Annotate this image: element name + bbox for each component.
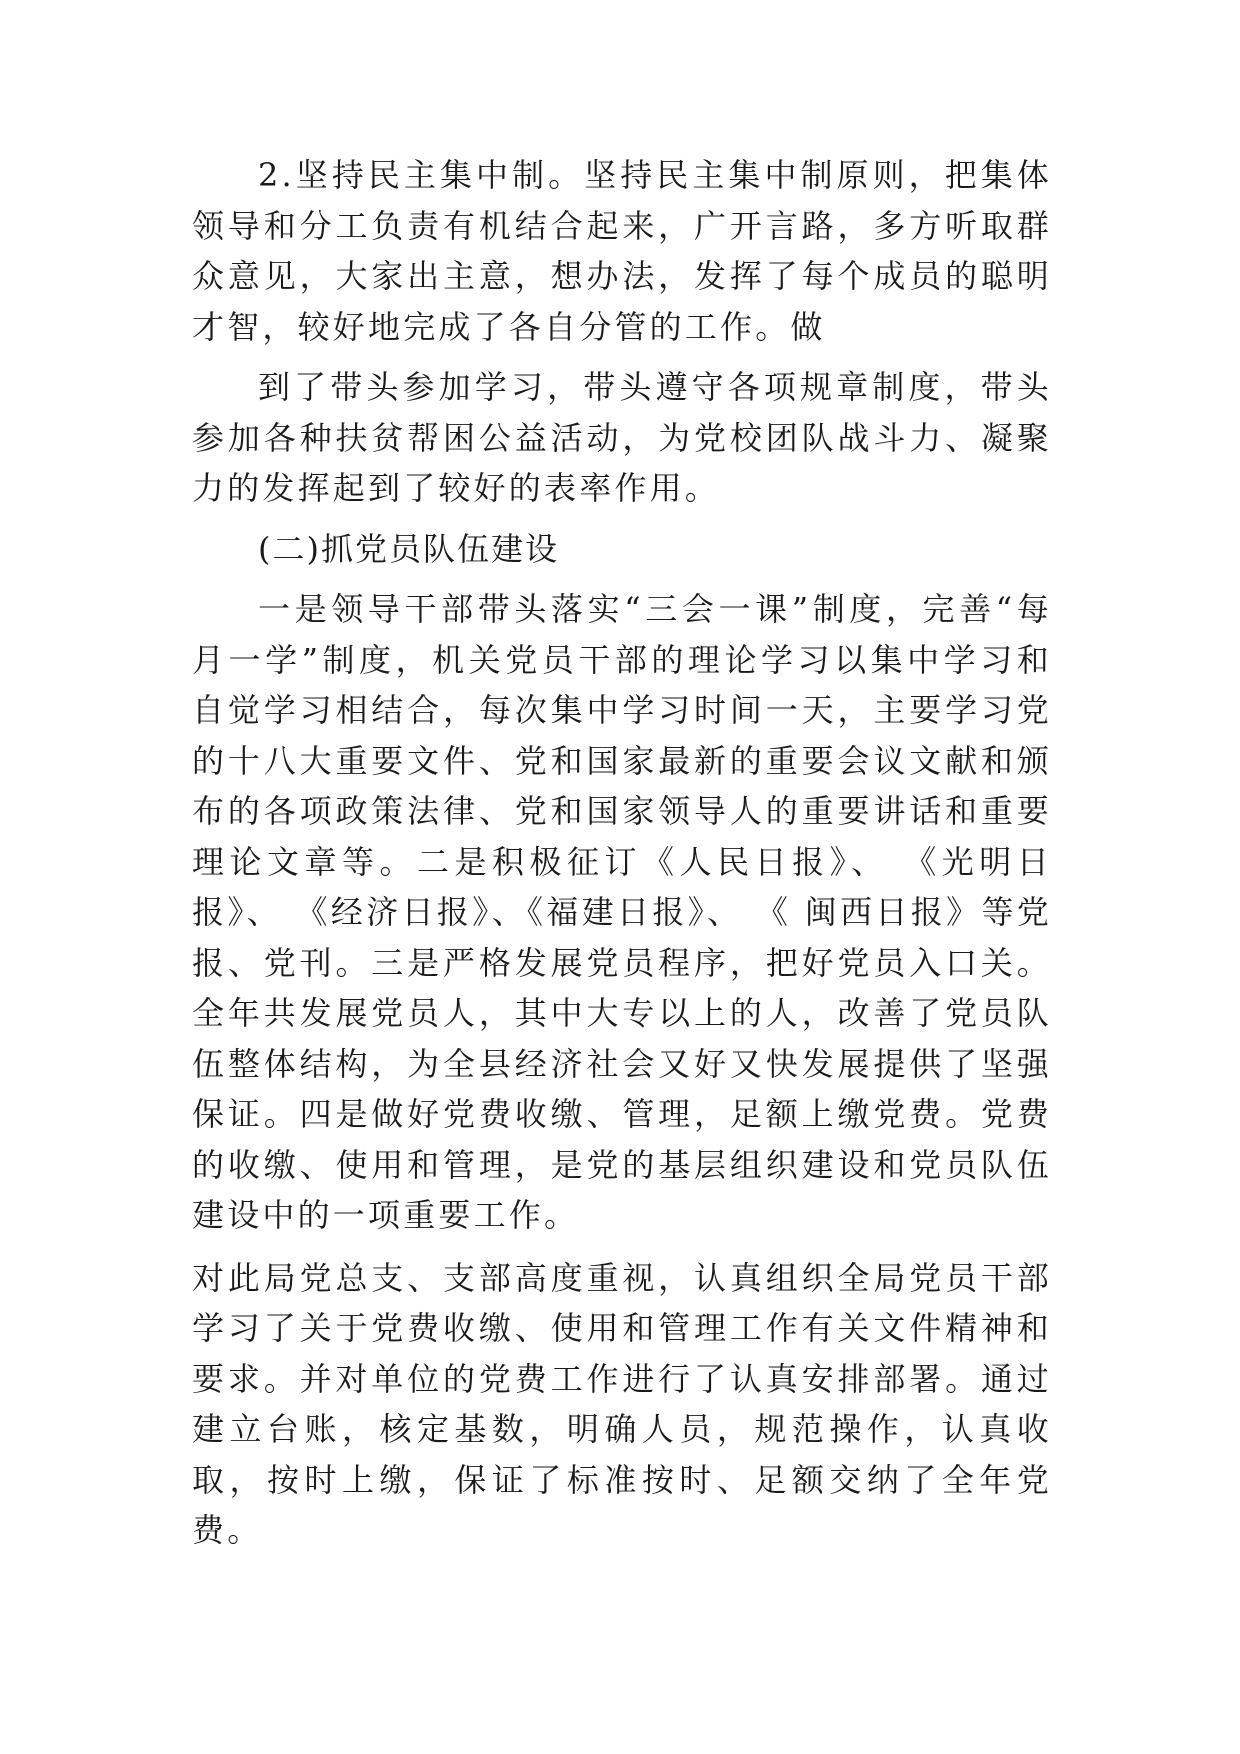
paragraph-leading-by-example: 到了带头参加学习，带头遵守各项规章制度，带头参加各种扶贫帮困公益活动，为党校团队战斗力、凝聚力的发挥起到了较好的表率作用。 [192,368,1052,507]
paragraph-party-dues: 对此局党总支、支部高度重视，认真组织全局党员干部学习了关于党费收缴、使用和管理工作有关文件精神和要求。并对单位的党费工作进行了认真安排部署。通过建立台账，核定基数，明确人员，规范操作，认真收取，按时上缴，保证了标准按时、足额交纳了全年党费。 [192,1258,1052,1549]
document-body [192,150,1052,1566]
paragraph-democratic-centralism: 2.坚持民主集中制。坚持民主集中制原则，把集体领导和分工负责有机结合起来，广开言路，多方听取群众意见，大家出主意，想办法，发挥了每个成员的聪明才智，较好地完成了各自分管的工作。做 [192,156,1052,346]
paragraph-party-member-team-building: 一是领导干部带头落实“三会一课”制度，完善“每月一学”制度，机关党员干部的理论学习以集中学习和自觉学习相结合，每次集中学习时间一天，主要学习党的十八大重要文件、党和国家最新的重要会议文献和颁布的各项政策法律、党和国家领导人的重要讲话和重要理论文章等。二是积极征订《人民日报》、 《光明日报》、 《经济日报》、《福建日报》、 《 闽西日报》等党报、党刊。三是严格发展党员程序，把好党员入口关。全年共发展党员人，其中大专以上的人，改善了党员队伍整体结构，为全县经济社会又好又快发展提供了坚强保证。四是做好党费收缴、管理，足额上缴党费。党费的收缴、使用和管理，是党的基层组织建设和党员队伍建设中的一项重要工作。 [192,590,1052,1234]
section-heading-party-member-team: (二)抓党员队伍建设 [258,529,559,568]
